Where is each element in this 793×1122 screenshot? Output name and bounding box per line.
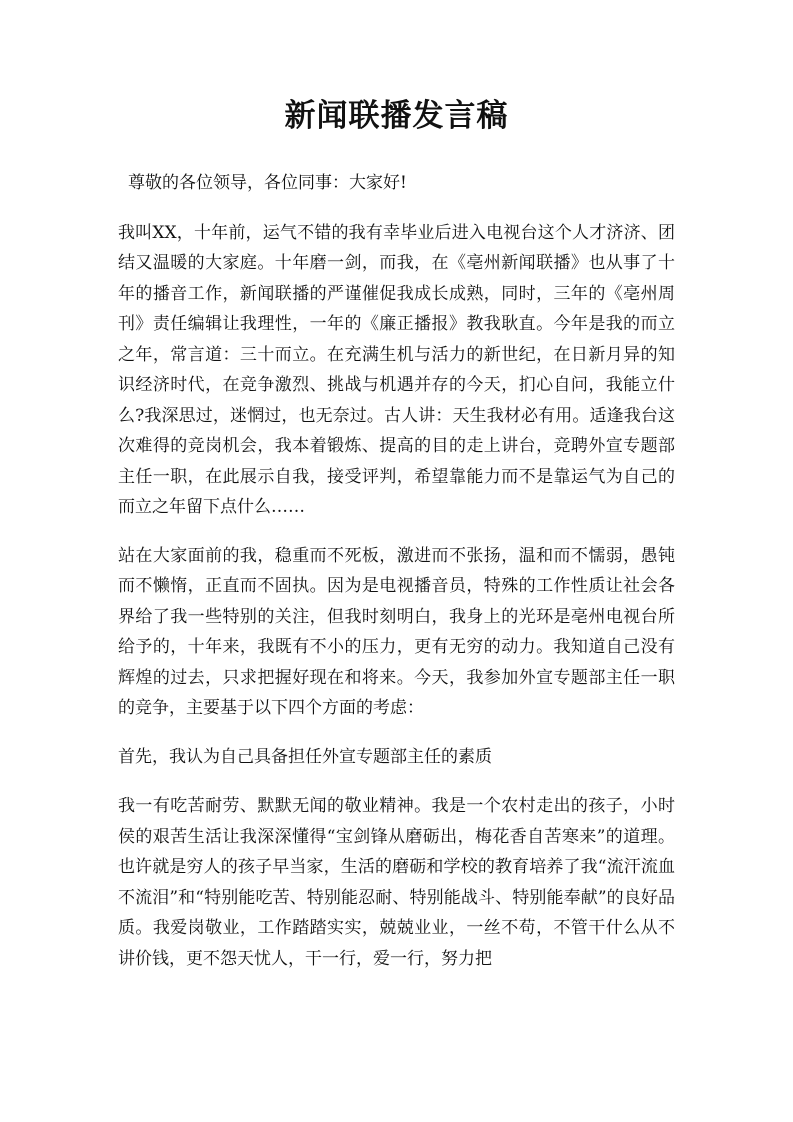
document-title: 新闻联播发言稿 [284,98,509,134]
greeting-paragraph: 尊敬的各位领导，各位同事：大家好! [128,173,407,193]
paragraph-self-description: 站在大家面前的我，稳重而不死板，激进而不张扬，温和而不懦弱，愚钝而不懒惰，正直而不固执。因为是电视播音员，特殊的工作性质让社会各界给了我一些特别的关注，但我时刻明白，我身上的光环是亳州电视台所给予的，十年来，我既有不小的压力，更有无穷的动力。我知道自己没有辉煌的过去，只求把握好现在和将来。今天，我参加外宣专题部主任一职的竞争，主要基于以下四个方面的考虑： [118,545,675,718]
paragraph-work-ethic: 我一有吃苦耐劳、默默无闻的敬业精神。我是一个农村走出的孩子，小时侯的艰苦生活让我深深懂得“宝剑锋从磨砺出，梅花香自苦寒来”的道理。也许就是穷人的孩子早当家，生活的磨砺和学校的教育培养了我“流汗流血不流泪”和“特别能吃苦、特别能忍耐、特别能战斗、特别能奉献”的良好品质。我爱岗敬业，工作踏踏实实，兢兢业业，一丝不苟，不管干什么从不讲价钱，更不怨天忧人，干一行，爱一行，努力把 [118,796,675,969]
paragraph-introduction: 我叫XX，十年前，运气不错的我有幸毕业后进入电视台这个人才济济、团结又温暖的大家庭。十年磨一剑，而我，在《亳州新闻联播》也从事了十年的播音工作，新闻联播的严谨催促我成长成熟，同时，三年的《亳州周刊》责任编辑让我理性，一年的《廉正播报》教我耿直。今年是我的而立之年，常言道：三十而立。在充满生机与活力的新世纪，在日新月异的知识经济时代，在竞争激烈、挑战与机遇并存的今天，扪心自问，我能立什么?我深思过，迷惘过，也无奈过。古人讲：天生我材必有用。适逢我台这次难得的竞岗机会，我本着锻炼、提高的目的走上讲台，竞聘外宣专题部主任一职，在此展示自我，接受评判，希望靠能力而不是靠运气为自己的而立之年留下点什么…… [118,222,675,517]
section-heading: 首先，我认为自己具备担任外宣专题部主任的素质 [118,746,492,767]
document-body [118,168,675,992]
